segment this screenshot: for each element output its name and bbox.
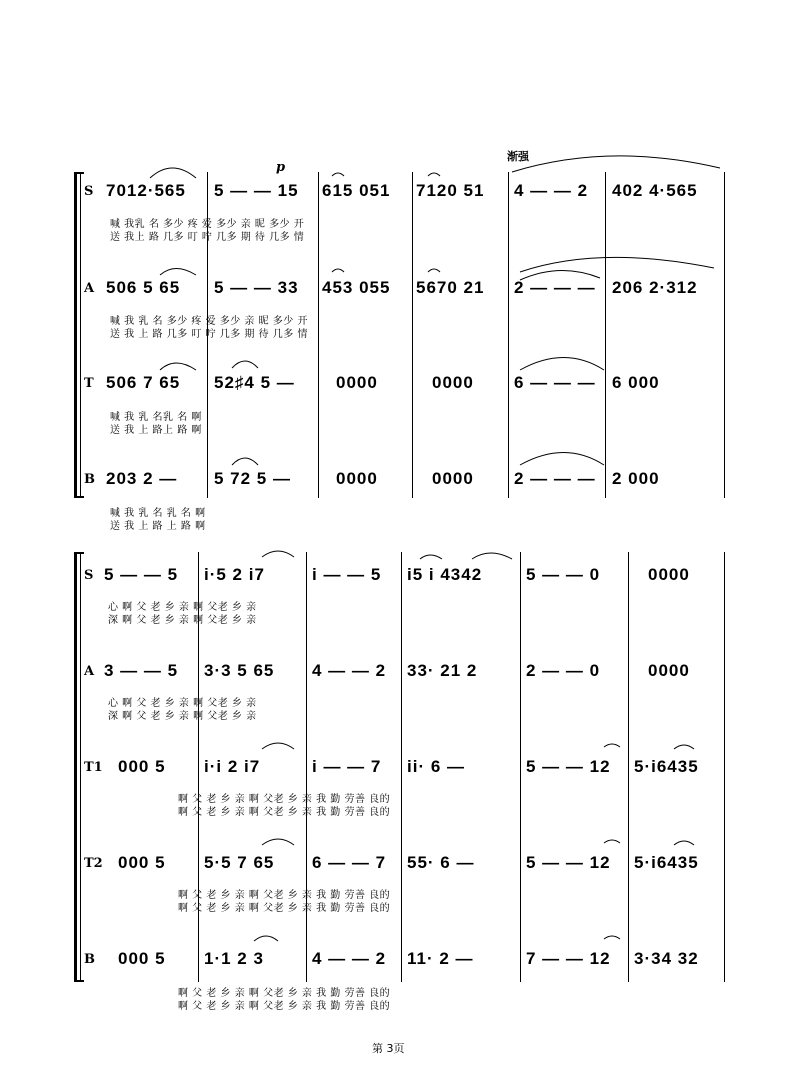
measure: 2 — — — bbox=[514, 469, 596, 488]
slur bbox=[674, 745, 694, 749]
measure: 5·i6435 bbox=[634, 757, 699, 776]
measure: 000 5 bbox=[118, 853, 166, 872]
measure: 7012·565 bbox=[106, 181, 186, 200]
slur bbox=[150, 168, 196, 178]
measure: i — — 5 bbox=[312, 565, 382, 584]
measure: 1·1 2 3 bbox=[204, 949, 264, 968]
measure: 3·3 5 65 bbox=[204, 661, 275, 680]
measure: i5 i 4342 bbox=[407, 565, 483, 584]
voice-label-t2: T2 bbox=[84, 856, 103, 871]
measure: 11· 2 — bbox=[407, 949, 474, 968]
voice-label-s: S bbox=[84, 568, 94, 583]
measure: 0000 bbox=[336, 469, 378, 488]
lyric-line: 喊 我 乳 名乳 名 啊 bbox=[110, 412, 202, 423]
measure: i·5 2 i7 bbox=[204, 565, 265, 584]
measure: 6 — — 7 bbox=[312, 853, 387, 872]
voice-label-a: A bbox=[84, 664, 95, 679]
voice-label-s: S bbox=[84, 184, 94, 199]
measure: 6 — — — bbox=[514, 373, 596, 392]
measure: 402 4·565 bbox=[612, 181, 698, 200]
measure: 5 — — 5 bbox=[104, 565, 179, 584]
measure: 000 5 bbox=[118, 757, 166, 776]
piano-marking: p bbox=[276, 160, 286, 175]
measure: 5·5 7 65 bbox=[204, 853, 275, 872]
crescendo-marking: 渐强 bbox=[507, 150, 529, 163]
voice-label-a: A bbox=[84, 281, 95, 296]
lyric-line: 心 啊 父 老 乡 亲 啊 父老 乡 亲 bbox=[108, 698, 257, 709]
slur bbox=[332, 269, 344, 272]
lyric-line: 深 啊 父 老 乡 亲 啊 父老 乡 亲 bbox=[108, 615, 257, 626]
measure: 3 — — 5 bbox=[104, 661, 179, 680]
measure: 7 — — 12 bbox=[526, 949, 611, 968]
measure: 0000 bbox=[336, 373, 378, 392]
lyric-line: 送 我 上 路 上 路 啊 bbox=[110, 521, 206, 532]
voice-label-t: T bbox=[84, 376, 94, 391]
measure: 52♯4 5 — bbox=[214, 373, 295, 392]
measure: 0000 bbox=[648, 565, 690, 584]
lyric-line: 啊 父 老 乡 亲 啊 父老 乡 亲 我 勤 劳善 良的 bbox=[178, 794, 391, 805]
slur bbox=[232, 361, 258, 368]
measure: 0000 bbox=[432, 469, 474, 488]
slur bbox=[604, 744, 620, 747]
lyric-line: 深 啊 父 老 乡 亲 啊 父老 乡 亲 bbox=[108, 711, 257, 722]
measure: 5670 21 bbox=[416, 278, 485, 297]
measure: 5 — — 33 bbox=[214, 278, 299, 297]
measure: 506 7 65 bbox=[106, 373, 181, 392]
measure: 5 — — 12 bbox=[526, 757, 611, 776]
measure: 4 — — 2 bbox=[312, 949, 387, 968]
slur bbox=[232, 458, 258, 465]
lyric-line: 啊 父 老 乡 亲 啊 父老 乡 亲 我 勤 劳善 良的 bbox=[178, 807, 391, 818]
tie bbox=[520, 257, 714, 272]
measure: 2 000 bbox=[612, 469, 660, 488]
measure: i — — 7 bbox=[312, 757, 382, 776]
measure: 2 — — 0 bbox=[526, 661, 601, 680]
lyric-line: 送 我上 路 几多 叮 咛 几多 期 待 几多 情 bbox=[110, 232, 305, 243]
measure: 5 — — 15 bbox=[214, 181, 299, 200]
slur bbox=[674, 841, 694, 845]
voice-label-b: B bbox=[84, 952, 95, 967]
lyric-line: 啊 父 老 乡 亲 啊 父老 乡 亲 我 勤 劳善 良的 bbox=[178, 1001, 391, 1012]
tie bbox=[520, 270, 600, 280]
slur bbox=[604, 936, 620, 939]
slur bbox=[262, 743, 294, 749]
measure: i·i 2 i7 bbox=[204, 757, 261, 776]
measure: 506 5 65 bbox=[106, 278, 181, 297]
measure: 0000 bbox=[432, 373, 474, 392]
tie bbox=[520, 453, 604, 466]
slur bbox=[160, 363, 196, 370]
lyric-line: 心 啊 父 老 乡 亲 啊 父老 乡 亲 bbox=[108, 602, 257, 613]
measure: 615 051 bbox=[322, 181, 391, 200]
slur bbox=[472, 553, 512, 559]
measure: 7120 51 bbox=[416, 181, 485, 200]
lyric-line: 送 我 上 路 几多 叮 咛 几多 期 待 几多 情 bbox=[110, 329, 308, 340]
slur bbox=[262, 839, 294, 845]
lyric-line: 喊 我 乳 名 多少 疼 爱 多少 亲 昵 多少 开 bbox=[110, 316, 308, 327]
lyric-line: 啊 父 老 乡 亲 啊 父老 乡 亲 我 勤 劳善 良的 bbox=[178, 988, 391, 999]
slur bbox=[262, 551, 294, 557]
measure: 33· 21 2 bbox=[407, 661, 478, 680]
measure: 2 — — — bbox=[514, 278, 596, 297]
measure: 5 72 5 — bbox=[214, 469, 291, 488]
slur bbox=[428, 269, 440, 272]
lyric-line: 喊 我乳 名 多少 疼 爱 多少 亲 昵 多少 开 bbox=[110, 219, 305, 230]
measure: 4 — — 2 bbox=[312, 661, 387, 680]
measure: 55· 6 — bbox=[407, 853, 475, 872]
measure: 206 2·312 bbox=[612, 278, 698, 297]
measure: 3·34 32 bbox=[634, 949, 699, 968]
slur bbox=[332, 173, 344, 176]
slur bbox=[604, 840, 620, 843]
measure: 5 — — 12 bbox=[526, 853, 611, 872]
lyric-line: 啊 父 老 乡 亲 啊 父老 乡 亲 我 勤 劳善 良的 bbox=[178, 890, 391, 901]
measure: 5 — — 0 bbox=[526, 565, 601, 584]
measure: 203 2 — bbox=[106, 469, 178, 488]
measure: 6 000 bbox=[612, 373, 660, 392]
slur bbox=[420, 555, 442, 559]
slur bbox=[428, 173, 440, 176]
lyric-line: 喊 我 乳 名 乳 名 啊 bbox=[110, 508, 206, 519]
measure: 4 — — 2 bbox=[514, 181, 589, 200]
page-number: 第 3页 bbox=[372, 1042, 405, 1055]
lyric-line: 啊 父 老 乡 亲 啊 父老 乡 亲 我 勤 劳善 良的 bbox=[178, 903, 391, 914]
voice-label-t1: T1 bbox=[84, 760, 103, 775]
voice-label-b: B bbox=[84, 472, 95, 487]
measure: 000 5 bbox=[118, 949, 166, 968]
measure: 0000 bbox=[648, 661, 690, 680]
cresc-hairpin bbox=[512, 156, 720, 172]
tie bbox=[520, 358, 604, 371]
measure: ii· 6 — bbox=[407, 757, 466, 776]
lyric-line: 送 我 上 路上 路 啊 bbox=[110, 425, 202, 436]
slur bbox=[160, 269, 196, 276]
slur bbox=[254, 936, 278, 941]
measure: 5·i6435 bbox=[634, 853, 699, 872]
measure: 453 055 bbox=[322, 278, 391, 297]
